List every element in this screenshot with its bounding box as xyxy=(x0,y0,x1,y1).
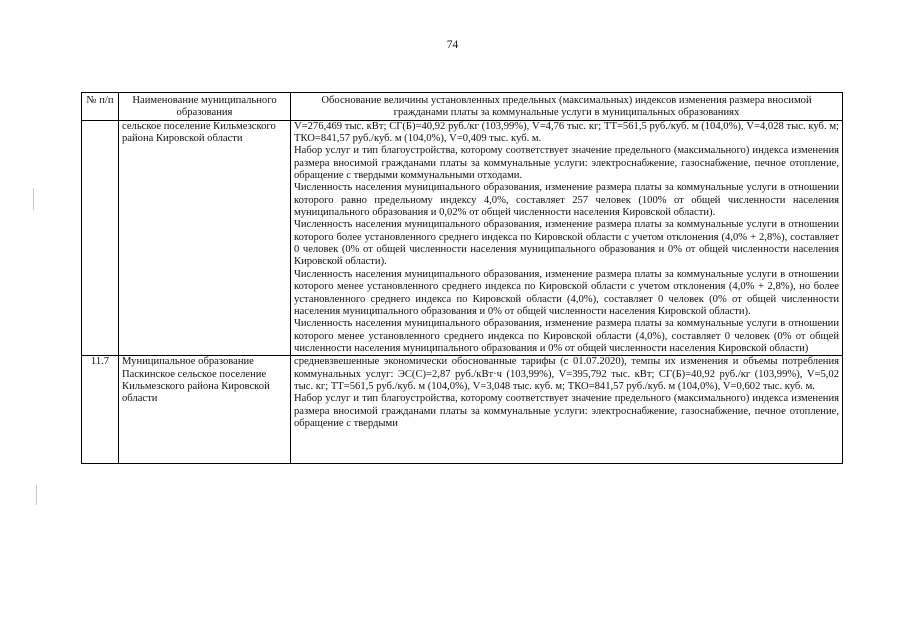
page-number: 74 xyxy=(446,39,459,51)
justification-cell xyxy=(291,356,843,464)
services-paragraph: Набор услуг и тип благоустройства, которому соответствует значение предельного (максимального) индекса изменения размера вносимой гражданами платы за коммунальные услуги: электроснабжение, газоснабжение, печное отопление, обращение с твердыми коммунальными отходами. xyxy=(294,145,839,182)
justification-content xyxy=(294,356,839,463)
header-number: № п/п xyxy=(82,93,119,121)
tariff-paragraph: V=276,469 тыс. кВт; СГ(Б)=40,92 руб./кг (103,99%), V=4,76 тыс. кг; ТТ=561,5 руб./куб. м (104,0%), V=4,028 тыс. куб. м; ТКО=841,57 руб./куб. м (104,0%), V=0,409 тыс. куб. м. xyxy=(294,120,839,145)
tariff-paragraph: средневзвешенные экономически обоснованные тарифы (с 01.07.2020), темпы их изменения и объемы потребления коммунальных услуг: ЭС(С)=2,87 руб./кВт·ч (103,99%), V=395,792 тыс. кВт; СГ(Б)=40,92 руб./кг (103,99%), V=5,02 тыс. кг; ТТ=561,5 руб./куб. м (104,0%), V=3,048 тыс. куб. м; ТКО=841,57 руб./куб. м (104,0%), V=0,602 тыс. куб. м. xyxy=(294,356,839,392)
population-paragraph: Численность населения муниципального образования, изменение размера платы за коммунальные услуги в отношении которого менее установленного среднего индекса по Кировской области с учетом отклонения (4,0% + 2,8%), но более установленного среднего индекса по Кировской области (4,0%), составляет 0 человек (0% от общей численности населения муниципального образования и 0% от общей численности населения Кировской области). xyxy=(294,268,839,317)
row-number xyxy=(82,120,119,356)
table-row xyxy=(82,120,843,356)
header-municipality: Наименование муниципального образования xyxy=(119,93,291,121)
population-paragraph: Численность населения муниципального образования, изменение размера платы за коммунальные услуги в отношении которого менее установленного среднего индекса по Кировской области (4,0%), составляет 0 человек (0% от общей численности населения муниципального образования и 0% от общей численности населения Кировской области) xyxy=(294,318,839,354)
scan-artifact xyxy=(33,188,34,210)
services-paragraph: Набор услуг и тип благоустройства, которому соответствует значение предельного (максимального) индекса изменения размера вносимой гражданами платы за коммунальные услуги: электроснабжение, газоснабжение, печное отопление, обращение с твердыми xyxy=(294,393,839,429)
table-row xyxy=(82,356,843,464)
municipality-name: Муниципальное образование Паскинское сельское поселение Кильмезского района Кировской области xyxy=(119,356,291,464)
municipality-name: сельское поселение Кильмезского района Кировской области xyxy=(119,120,291,356)
justification-cell xyxy=(291,120,843,356)
scan-artifact xyxy=(36,485,37,505)
population-paragraph: Численность населения муниципального образования, изменение размера платы за коммунальные услуги в отношении которого более установленного среднего индекса по Кировской области с учетом отклонения (4,0% + 2,8%), составляет 0 человек (0% от общей численности населения муниципального образования и 0% от общей численности населения Кировской области). xyxy=(294,219,839,268)
table-header-row xyxy=(82,93,843,121)
tariff-justification-table xyxy=(81,92,843,464)
row-number: 11.7 xyxy=(82,356,119,464)
header-justification: Обоснование величины установленных предельных (максимальных) индексов изменения размера вносимой гражданами платы за коммунальные услуги в муниципальных образованиях xyxy=(291,93,843,121)
population-paragraph: Численность населения муниципального образования, изменение размера платы за коммунальные услуги в отношении которого равно предельному индексу 4,0%, составляет 257 человек (100% от общей численности населения муниципального образования и 0,02% от общей численности населения Кировской области). xyxy=(294,182,839,219)
